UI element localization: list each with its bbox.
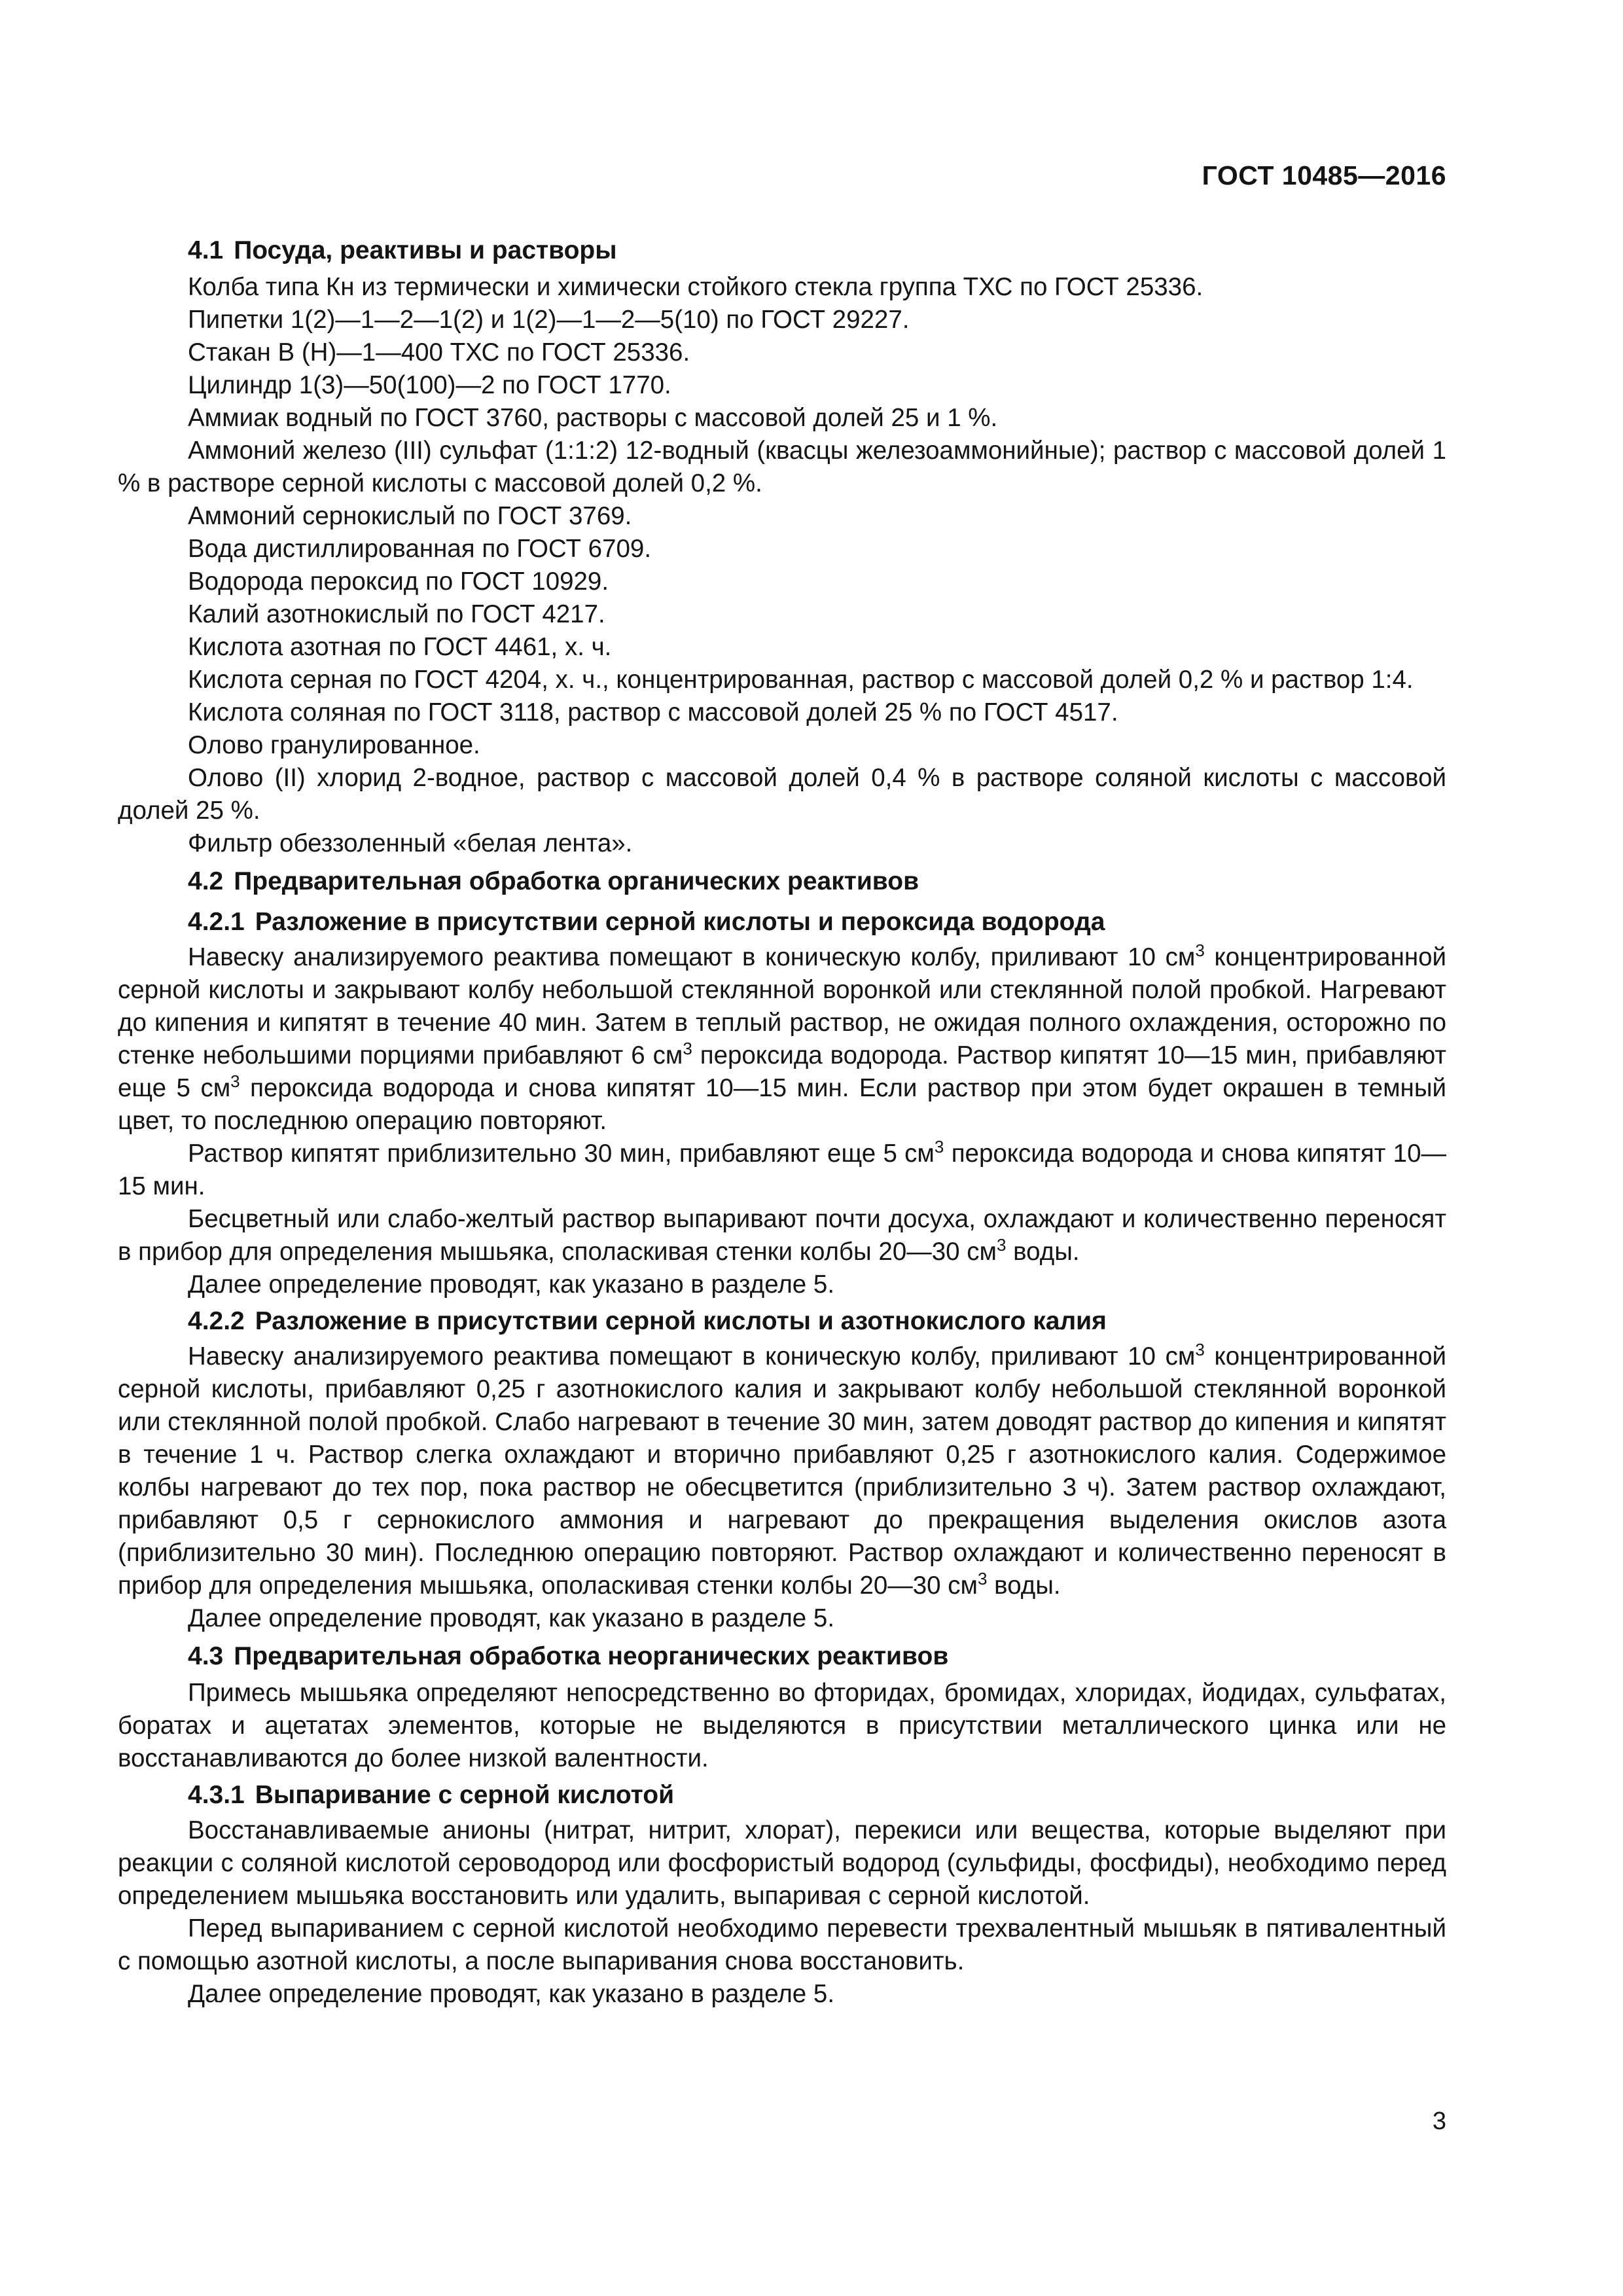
paragraph: Бесцветный или слабо-желтый раствор выпаривают почти досуха, охлаждают и количественно переносят в прибор для определения мышьяка, споласкивая стенки колбы 20—30 $см^3$ воды. [118, 1205, 1446, 1266]
section-heading-4-2-1 [118, 902, 1446, 941]
section-title: Разложение в присутствии серной кислоты и пероксида водорода [255, 908, 1105, 936]
paragraph: Навеску анализируемого реактива помещают в коническую колбу, приливают 10 $см^3$ концентрированной серной кислоты, прибавляют 0,25 г азотнокислого калия и закрывают колбу небольшой стеклянной воронкой или стеклянной полой пробкой. Слабо нагревают в течение 30 мин, затем доводят раствор до кипения и кипятят в течение 1 ч. Раствор слегка охлаждают и вторично прибавляют 0,25 г азотнокислого калия. Содержимое колбы нагревают до тех пор, пока раствор не обесцветится (приблизительно 3 ч). Затем раствор охлаждают, прибавляют 0,5 г сернокислого аммония и нагревают до прекращения выделения окислов азота (приблизительно 30 мин). Последнюю операцию повторяют. Раствор охлаждают и количественно переносят в прибор для определения мышьяка, ополаскивая стенки колбы 20—30 $см^3$ воды. [118, 1340, 1447, 1600]
list-item: Водорода пероксид по ГОСТ 10929. [188, 567, 609, 596]
unit-exponent: 3 [934, 1137, 944, 1157]
unit-exponent: 3 [683, 1039, 692, 1058]
list-item: Вода дистиллированная по ГОСТ 6709. [188, 535, 652, 563]
section-title: Предварительная обработка неорганических реактивов [234, 1642, 949, 1670]
section-number: 4.1 [188, 236, 224, 264]
paragraph: Восстанавливаемые анионы (нитрат, нитрит, хлорат), перекиси или вещества, которые выделяют при реакции с соляной кислотой сероводород или фосфористый водород (сульфиды, фосфиды), необходимо перед определением мышьяка восстановить или удалить, выпаривая с серной кислотой. [118, 1816, 1446, 1910]
paragraph: Навеску анализируемого реактива помещают в коническую колбу, приливают 10 $см^3$ концентрированной серной кислоты и закрывают колбу небольшой стеклянной воронкой или стеклянной полой пробкой. Нагревают до кипения и кипятят в течение 40 мин. Затем в теплый раствор, не ожидая полного охлаждения, осторожно по стенке небольшими порциями прибавляют 6 $см^3$ пероксида водорода. Раствор кипятят 10—15 мин, прибавляют еще 5 $см^3$ пероксида водорода и снова кипятят 10—15 мин. Если раствор при этом будет окрашен в темный цвет, то последнюю операцию повторяют. [118, 941, 1447, 1135]
list-item: Колба типа Кн из термически и химически стойкого стекла группа ТХС по ГОСТ 25336. [188, 273, 1204, 301]
list-item: Аммоний железо (III) сульфат (1:1:2) 12-водный (квасцы железоаммонийные); раствор с массовой долей 1 % в растворе серной кислоты с массовой долей 0,2 %. [118, 437, 1446, 497]
page-number: 3 [1432, 2108, 1446, 2135]
list-item: Кислота соляная по ГОСТ 3118, раствор с массовой долей 25 % по ГОСТ 4517. [188, 698, 1118, 726]
paragraph: Далее определение проводят, как указано в разделе 5. [188, 1604, 835, 1632]
section-title: Посуда, реактивы и растворы [234, 236, 617, 264]
paragraph: Перед выпариванием с серной кислотой необходимо перевести трехвалентный мышьяк в пятивалентный с помощью азотной кислоты, а после выпаривания снова восстановить. [118, 1914, 1446, 1975]
list-item: Аммоний сернокислый по ГОСТ 3769. [188, 502, 632, 530]
section-number: 4.2.2 [188, 1307, 245, 1335]
section-number: 4.2 [188, 867, 224, 895]
unit-exponent: 3 [997, 1235, 1007, 1255]
paragraph: Примесь мышьяка определяют непосредственно во фторидах, бромидах, хлоридах, йодидах, сульфатах, боратах и ацетатах элементов, которые не выделяются в присутствии металлического цинка или не восстанавливаются до более низкой валентности. [118, 1679, 1446, 1772]
unit-exponent: 3 [978, 1569, 988, 1588]
section-heading-4-3 [118, 1635, 1446, 1677]
paragraph: Раствор кипятят приблизительно 30 мин, прибавляют еще 5 $см^3$ пероксида водорода и снова кипятят 10—15 мин. [118, 1137, 1446, 1200]
list-item: Фильтр обеззоленный «белая лента». [188, 829, 633, 857]
document-code-header: ГОСТ 10485—2016 [1202, 160, 1446, 190]
section-title: Выпаривание с серной кислотой [255, 1781, 675, 1809]
list-item: Пипетки 1(2)—1—2—1(2) и 1(2)—1—2—5(10) по ГОСТ 29227. [188, 306, 910, 334]
list-item: Аммиак водный по ГОСТ 3760, растворы с массовой долей 25 и 1 %. [188, 404, 998, 432]
section-title: Разложение в присутствии серной кислоты и азотнокислого калия [255, 1307, 1107, 1335]
section-number: 4.2.1 [188, 908, 245, 936]
section-number: 4.3 [188, 1642, 224, 1670]
section-heading-4-2 [118, 860, 1446, 902]
list-item: Олово (II) хлорид 2-водное, раствор с массовой долей 0,4 % в растворе соляной кислоты с массовой долей 25 %. [118, 764, 1446, 825]
list-item: Стакан В (Н)—1—400 ТХС по ГОСТ 25336. [188, 338, 690, 367]
list-item: Цилиндр 1(3)—50(100)—2 по ГОСТ 1770. [188, 371, 671, 399]
section-number: 4.3.1 [188, 1781, 245, 1809]
paragraph: Далее определение проводят, как указано в разделе 5. [188, 1270, 835, 1299]
paragraph: Далее определение проводят, как указано в разделе 5. [188, 1980, 835, 2008]
unit-exponent: 3 [1195, 1340, 1205, 1359]
list-item: Олово гранулированное. [188, 731, 480, 759]
unit-exponent: 3 [230, 1071, 240, 1091]
list-item: Кислота азотная по ГОСТ 4461, х. ч. [188, 633, 612, 661]
list-item: Калий азотнокислый по ГОСТ 4217. [188, 600, 605, 628]
section-heading-4-2-2 [118, 1301, 1446, 1340]
section-title: Предварительная обработка органических реактивов [234, 867, 919, 895]
document-body [118, 229, 1446, 2011]
unit-exponent: 3 [1195, 941, 1205, 960]
section-heading-4-1 [118, 229, 1446, 271]
section-heading-4-3-1 [118, 1775, 1446, 1814]
list-item: Кислота серная по ГОСТ 4204, х. ч., концентрированная, раствор с массовой долей 0,2 % и раствор 1:4. [188, 666, 1414, 694]
